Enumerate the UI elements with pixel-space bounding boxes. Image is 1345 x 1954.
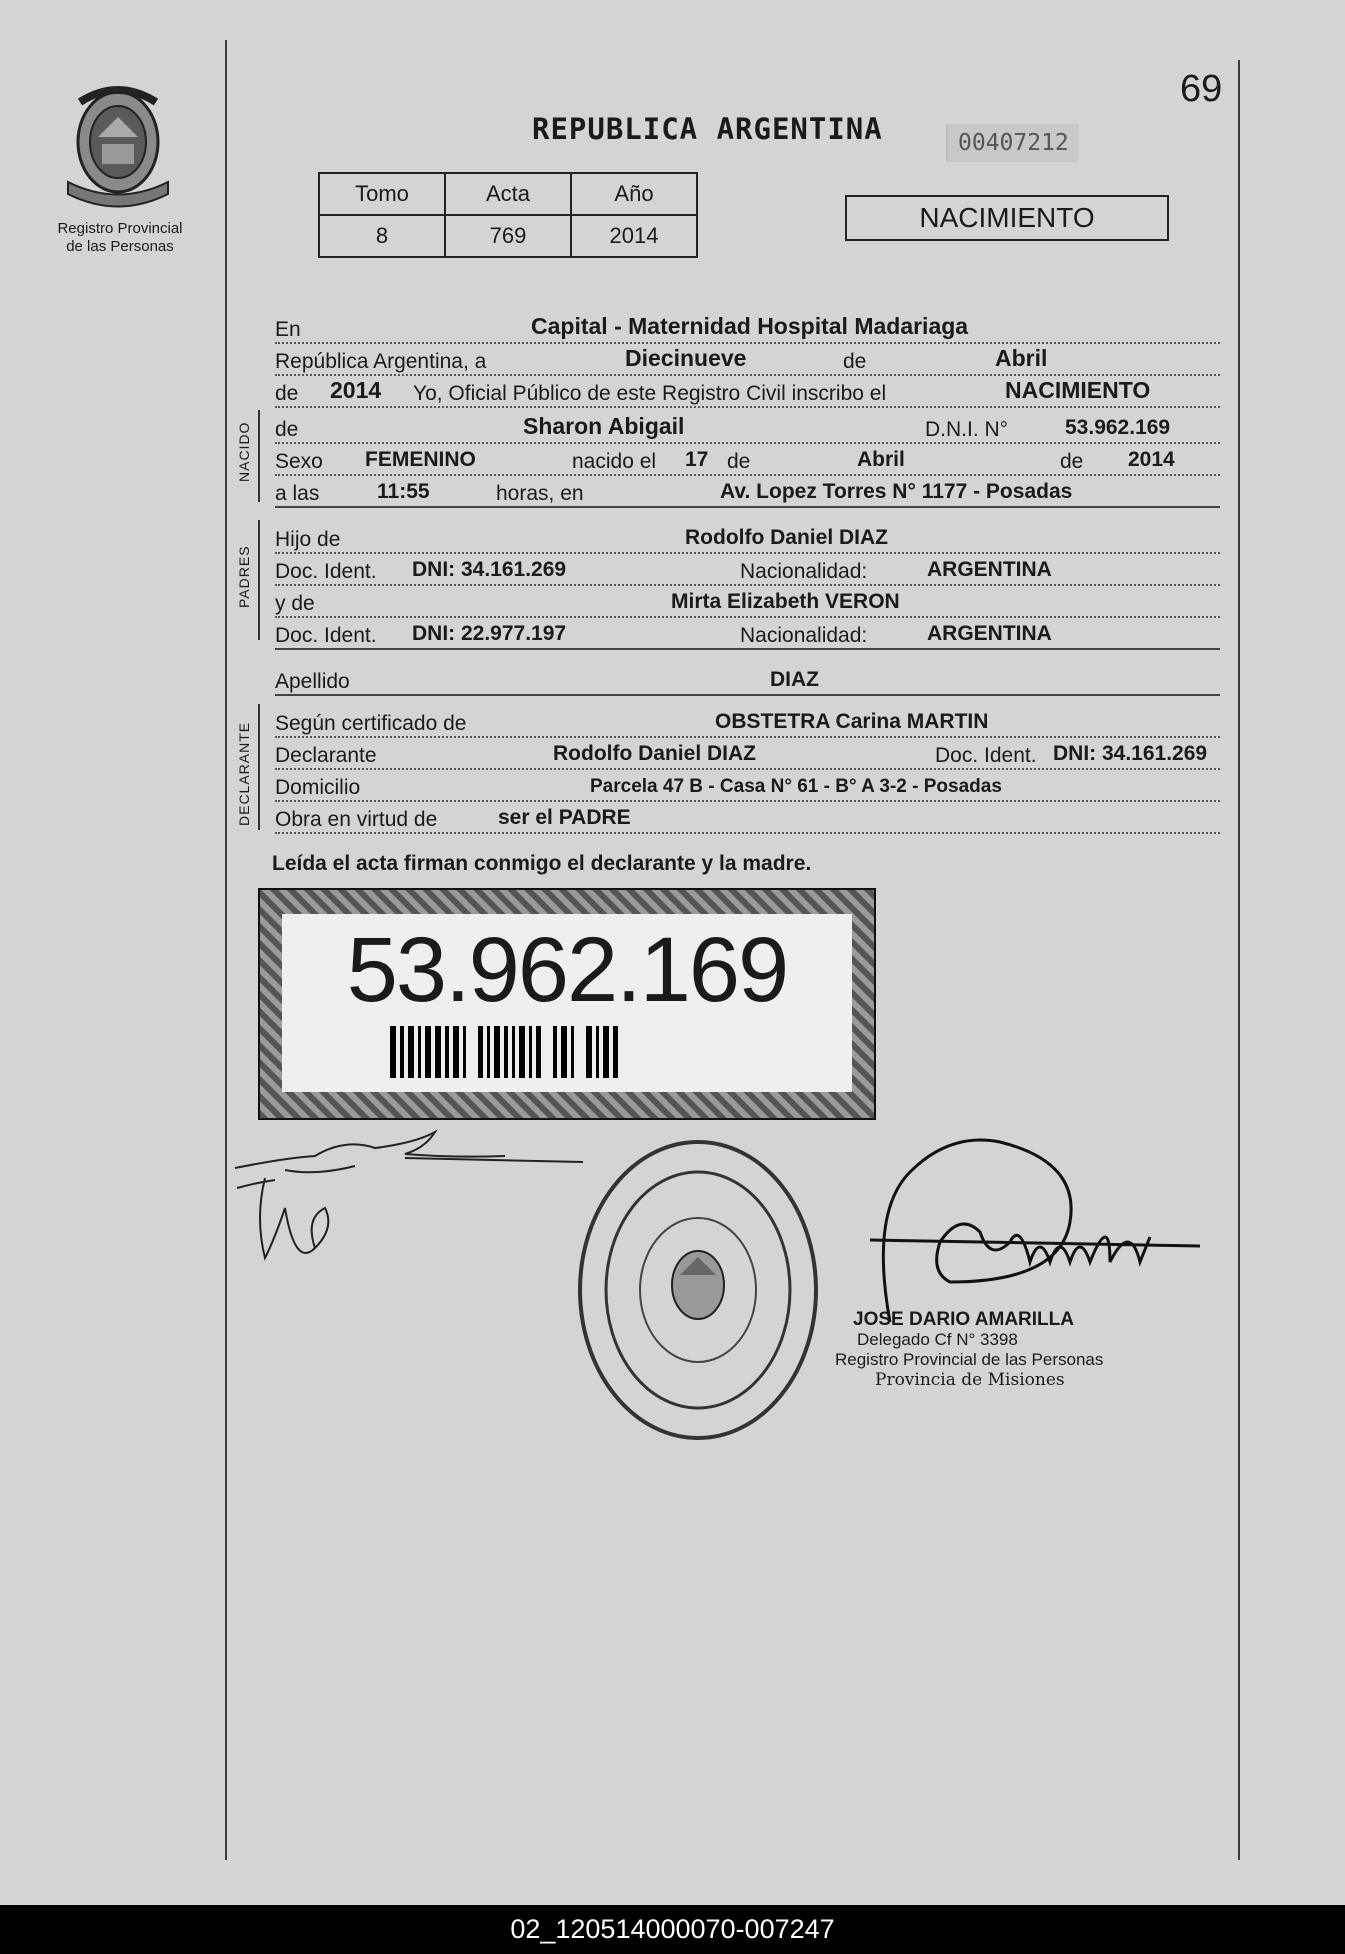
label-horas-en: horas, en [496, 482, 584, 505]
padre-value: Rodolfo Daniel DIAZ [685, 526, 888, 549]
document-type-box: NACIMIENTO [845, 195, 1169, 241]
row-declarante [275, 738, 1220, 770]
label-domicilio: Domicilio [275, 776, 361, 799]
madre-value: Mirta Elizabeth VERON [671, 590, 900, 613]
label-certificado: Según certificado de [275, 712, 467, 735]
label-a-las: a las [275, 482, 320, 505]
province-seal [58, 82, 178, 212]
row-certificado [275, 706, 1220, 738]
dia-nacimiento-value: 17 [685, 448, 709, 471]
label-de-anio: de [275, 382, 299, 405]
barcode-icon [390, 1026, 622, 1078]
label-dni: D.N.I. N° [925, 418, 1009, 441]
row-hora [275, 476, 1220, 508]
declarante-doc-value: DNI: 34.161.269 [1053, 742, 1208, 765]
registry-stamp-icon [573, 1135, 823, 1445]
seal-caption [35, 220, 205, 256]
closing-statement: Leída el acta firman conmigo el declarante y la madre. [272, 852, 812, 875]
row-en [275, 312, 1220, 344]
label-padre-doc: Doc. Ident. [275, 560, 377, 583]
ref-value-anio: 2014 [571, 215, 697, 257]
document-title: REPUBLICA ARGENTINA [532, 112, 883, 146]
hora-value: 11:55 [377, 480, 430, 503]
officer-line-1: Delegado Cf N° 3398 [857, 1330, 1018, 1349]
sexo-value: FEMENINO [365, 448, 476, 471]
anio-nacimiento-value: 2014 [1128, 448, 1175, 471]
row-y-de [275, 586, 1220, 618]
madre-nac-value: ARGENTINA [927, 622, 1052, 645]
nombre-value: Sharon Abigail [523, 413, 685, 439]
label-de: de [843, 350, 867, 373]
declarante-side-label: DECLARANTE [236, 721, 252, 826]
apellido-value: DIAZ [770, 668, 819, 691]
madre-doc-value: DNI: 22.977.197 [412, 622, 567, 645]
label-hijo-de: Hijo de [275, 528, 341, 551]
declarante-value: Rodolfo Daniel DIAZ [553, 742, 756, 765]
ref-header-acta: Acta [445, 173, 571, 215]
row-padre-doc [275, 554, 1220, 586]
padres-section-bar [258, 520, 260, 640]
label-republica: República Argentina, a [275, 350, 487, 373]
label-y-de: y de [275, 592, 315, 615]
officer-name: JOSE DARIO AMARILLA [853, 1309, 1074, 1330]
padres-side-label: PADRES [236, 545, 252, 608]
row-apellido [275, 664, 1220, 696]
label-madre-doc: Doc. Ident. [275, 624, 377, 647]
dni-value: 53.962.169 [1065, 416, 1171, 439]
officer-block [835, 1310, 1135, 1390]
row-hijo-de [275, 522, 1220, 554]
tomo-acta-anio-table [318, 172, 698, 258]
serial-number: 00407212 [946, 124, 1079, 162]
label-declarante-doc: Doc. Ident. [935, 744, 1037, 767]
oficial-text: Yo, Oficial Público de este Registro Civil inscribo el [413, 382, 887, 405]
padre-nac-value: ARGENTINA [927, 558, 1052, 581]
row-domicilio [275, 770, 1220, 802]
label-padre-nac: Nacionalidad: [740, 560, 868, 583]
label-de-nombre: de [275, 418, 299, 441]
mes-nacimiento-value: Abril [857, 448, 905, 471]
seal-caption-line-2: de las Personas [66, 238, 174, 255]
official-stamp [573, 1135, 823, 1445]
officer-line-2: Registro Provincial de las Personas [835, 1350, 1104, 1369]
anio-value: 2014 [330, 377, 382, 403]
label-de-2: de [727, 450, 751, 473]
row-republica [275, 344, 1220, 376]
row-nombre [275, 412, 1220, 444]
lugar-nacimiento-value: Av. Lopez Torres N° 1177 - Posadas [720, 480, 1073, 503]
label-nacido-el: nacido el [572, 450, 657, 473]
dia-value: Diecinueve [625, 345, 747, 371]
inscripcion-value: NACIMIENTO [1005, 377, 1151, 403]
footer-code: 02_120514000070-007247 [0, 1905, 1345, 1954]
left-margin-line [225, 40, 227, 1860]
dni-sticker-number: 53.962.169 [346, 919, 788, 1021]
seal-caption-line-1: Registro Provincial [57, 220, 183, 237]
officer-line-3: Provincia de Misiones [875, 1370, 1065, 1390]
row-madre-doc [275, 618, 1220, 650]
row-obra [275, 802, 1220, 834]
ref-header-tomo: Tomo [319, 173, 445, 215]
padre-doc-value: DNI: 34.161.269 [412, 558, 567, 581]
declarant-signature-icon [225, 1118, 595, 1278]
right-margin-line [1238, 60, 1240, 1860]
dni-sticker-panel [282, 914, 852, 1092]
label-de-3: de [1060, 450, 1084, 473]
officer-signature-icon [830, 1122, 1210, 1322]
label-madre-nac: Nacionalidad: [740, 624, 868, 647]
ref-value-acta: 769 [445, 215, 571, 257]
label-obra: Obra en virtud de [275, 808, 438, 831]
declarante-section-bar [258, 704, 260, 830]
row-sexo [275, 444, 1220, 476]
nacido-section-bar [258, 410, 260, 502]
domicilio-value: Parcela 47 B - Casa N° 61 - B° A 3-2 - Posadas [590, 776, 1002, 797]
page-number: 69 [1180, 68, 1223, 110]
label-declarante: Declarante [275, 744, 377, 767]
certificado-value: OBSTETRA Carina MARTIN [715, 710, 989, 733]
ref-header-anio: Año [571, 173, 697, 215]
dni-sticker [258, 888, 876, 1120]
label-en: En [275, 318, 301, 341]
misiones-coat-of-arms-icon [58, 82, 178, 212]
nacido-side-label: NACIDO [236, 421, 252, 482]
label-apellido: Apellido [275, 670, 350, 693]
row-anio-oficial [275, 376, 1220, 408]
lugar-value: Capital - Maternidad Hospital Madariaga [531, 313, 969, 339]
label-sexo: Sexo [275, 450, 323, 473]
ref-value-tomo: 8 [319, 215, 445, 257]
mes-value: Abril [995, 345, 1048, 371]
obra-value: ser el PADRE [498, 806, 631, 829]
